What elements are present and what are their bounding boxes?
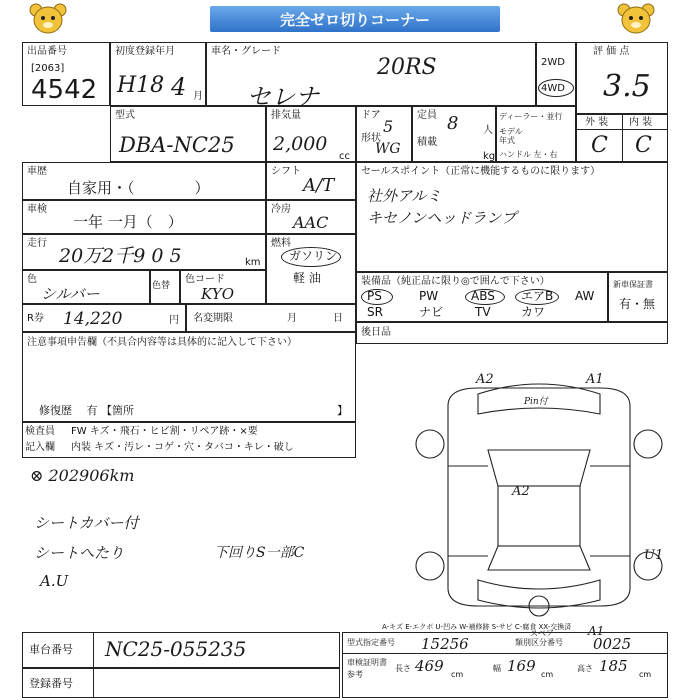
- fuel-label: 燃料: [271, 238, 291, 249]
- chassis-cell: [22, 632, 340, 668]
- sales-point-line1: 社外アルミ: [367, 187, 442, 205]
- equipment-airbag: エアB: [521, 289, 554, 303]
- registration-year: H18: [117, 73, 165, 98]
- displacement-label: 排気量: [271, 110, 301, 121]
- score-cell: [576, 42, 668, 114]
- mileage-label: 走行: [27, 238, 47, 249]
- capacity-unit: 人: [483, 125, 493, 136]
- mileage-unit: km: [245, 257, 261, 268]
- color-change-cell: [150, 270, 180, 304]
- fuel-gasoline-circle: [281, 247, 341, 267]
- capacity-cell: [412, 106, 496, 162]
- name-limit-cell: [186, 304, 356, 332]
- diagram-pan: Pin付: [524, 397, 548, 407]
- dealer-label: ディーラー・並行: [499, 112, 563, 121]
- lot-number-label: 出品番号: [27, 46, 67, 57]
- recycle-cell: [22, 304, 186, 332]
- model-year-label: モデル 年式: [499, 127, 523, 145]
- notes-cell: [22, 332, 356, 422]
- spec-type-no: 15256: [421, 635, 469, 653]
- equipment-sr: SR: [367, 305, 383, 319]
- aircon-value: AAC: [293, 213, 329, 232]
- diagram-a2-roof: A2: [512, 484, 530, 499]
- chassis-value: NC25-055235: [105, 637, 247, 661]
- doors-label: ドア: [361, 110, 381, 121]
- shift-cell: [266, 162, 356, 200]
- mileage-value: 20万2千9 0 5: [59, 245, 182, 267]
- chassis-label: 車台番号: [29, 643, 73, 656]
- name-limit-month: 月: [287, 313, 297, 324]
- diagram-spare: スペア: [530, 629, 554, 638]
- lot-number-cell: [22, 42, 110, 106]
- type-value: DBA-NC25: [119, 133, 235, 157]
- inspector-note1: ⊗ 202906km: [30, 466, 135, 485]
- equipment-navi: ナビ: [419, 305, 444, 319]
- inspector-note3: シートへたり: [34, 544, 125, 562]
- registration-month: 4: [171, 73, 187, 101]
- diagram-a2-top: A2: [476, 372, 494, 387]
- name-limit-day: 日: [333, 313, 343, 324]
- equipment-pw: PW: [419, 289, 439, 303]
- registration-cell: [110, 42, 206, 106]
- fuel-gasoline: ガソリン: [289, 249, 338, 263]
- diagram-u1: U1: [644, 548, 664, 563]
- inspector-row1: FW キズ・飛石・ヒビ割・リペア跡・×要: [71, 426, 258, 437]
- ext-int-cell: [576, 114, 668, 162]
- equipment-abs: ABS: [471, 289, 495, 303]
- equipment-ps: PS: [367, 289, 382, 303]
- registration-label: 初度登録年月: [115, 46, 175, 57]
- history-label: 車歴: [27, 166, 47, 177]
- spec-cat-label: 類別区分番号: [515, 638, 563, 647]
- dealer-cell: [496, 106, 576, 162]
- color-label: 色: [27, 274, 37, 285]
- inspector-note5: 下回りS一部C: [214, 545, 305, 561]
- handle-label: ハンドル 左・右: [499, 150, 558, 159]
- drive-4wd: 4WD: [541, 83, 565, 94]
- spec-height: 185: [599, 657, 628, 675]
- model-name: セレナ: [247, 83, 319, 111]
- name-limit-label: 名変期限: [193, 313, 233, 324]
- displacement-value: 2,000: [273, 133, 328, 155]
- mileage-cell: [22, 234, 266, 270]
- history-value: 自家用・（ ）: [67, 179, 210, 197]
- color-change-label: 色替: [152, 281, 171, 291]
- warranty-cell: [608, 272, 668, 322]
- history-cell: [22, 162, 266, 200]
- color-value: シルバー: [41, 285, 100, 303]
- inspector-label2: 記入欄: [25, 442, 55, 453]
- repair-close: 】: [337, 404, 348, 417]
- legend-text: A-キズ E-エクボ U-凹み W-補修跡 S-サビ C-腐食 XX-交換済: [382, 623, 572, 631]
- score-label: 評 価 点: [593, 46, 630, 57]
- spec-height-label: 高さ: [577, 664, 593, 673]
- diagram-a1-top: A1: [586, 372, 604, 387]
- spec-type-no-label: 型式指定番号: [347, 638, 395, 647]
- equipment-aw: AW: [575, 289, 595, 303]
- diagram-a1-bottom: A1: [588, 624, 605, 638]
- spec-width: 169: [507, 657, 536, 675]
- shape-value: WG: [375, 141, 401, 157]
- equipment-kawa: カワ: [521, 305, 546, 319]
- model-label: 車名・グレード: [211, 46, 281, 57]
- color-code-label: 色コード: [185, 274, 225, 285]
- spec-ref: 参考: [347, 670, 363, 679]
- spec-width-label: 幅: [493, 664, 501, 673]
- load-unit: kg: [483, 151, 496, 162]
- equipment-cell: [356, 272, 608, 322]
- type-cell: [110, 106, 266, 162]
- interior-label: 内 装: [629, 117, 653, 128]
- rear-seat-label: 後日品: [361, 327, 391, 338]
- inspection-value: 一年 一月（ ）: [73, 213, 183, 231]
- inspection-cell: [22, 200, 266, 234]
- color-code-cell: [180, 270, 266, 304]
- doors-cell: [356, 106, 412, 162]
- registration-month-unit: 月: [193, 91, 203, 102]
- plate-label: 登録番号: [29, 677, 73, 690]
- lot-number: 4542: [31, 75, 98, 105]
- spec-length: 469: [415, 657, 444, 675]
- drive-2wd: 2WD: [541, 57, 565, 68]
- model-cell: [206, 42, 536, 111]
- spec-cell: 型式指定番号 15256 類別区分番号 0025 車検証明書 参考 長さ 469 cm 幅 169 cm 高さ 185 cm: [342, 632, 668, 698]
- shift-label: シフト: [271, 166, 301, 177]
- shape-label: 形状: [361, 133, 381, 144]
- recycle-label: R券: [27, 313, 44, 324]
- notes-label: 注意事項申告欄（不具合内容等は具体的に記入して下さい）: [27, 337, 297, 348]
- doors-value: 5: [383, 117, 394, 136]
- fuel-cell: [266, 234, 356, 304]
- spec-cert-label: 車検証明書: [347, 658, 387, 667]
- equipment-label: 装備品（純正品に限り◎で囲んで下さい）: [361, 276, 550, 287]
- aircon-label: 冷房: [271, 204, 291, 215]
- capacity-label: 定員: [417, 110, 437, 121]
- aircon-cell: [266, 200, 356, 234]
- sales-point-cell: [356, 162, 668, 272]
- warranty-label: 新車保証書: [613, 280, 653, 289]
- page-title: 完全ゼロ切りコーナー: [210, 6, 500, 32]
- inspector-note4: A.U: [40, 572, 69, 590]
- lot-sub-code: [2063]: [31, 63, 65, 74]
- rear-seat-cell: [356, 322, 668, 344]
- repair-label: 修復歴 有 【箇所: [39, 404, 134, 417]
- inspection-label: 車検: [27, 204, 47, 215]
- recycle-value: 14,220: [63, 309, 123, 329]
- color-code: KYO: [201, 285, 235, 303]
- score-value: 3.5: [603, 69, 651, 104]
- plate-cell: [22, 668, 340, 698]
- spec-cat-no: 0025: [593, 635, 632, 653]
- displacement-cell: [266, 106, 356, 162]
- inspector-label: 検査員: [25, 426, 55, 437]
- shift-value: A/T: [303, 175, 335, 196]
- inspector-note2: シートカバー付: [34, 514, 139, 532]
- warranty-value: 有・無: [619, 297, 656, 311]
- exterior-score: C: [591, 133, 608, 158]
- inspector-row2: 内装 キズ・汚レ・コゲ・穴・タバコ・キレ・破し: [71, 442, 294, 453]
- exterior-label: 外 装: [585, 117, 609, 128]
- color-cell: [22, 270, 150, 304]
- model-grade: 20RS: [377, 55, 437, 80]
- type-label: 型式: [115, 110, 135, 121]
- load-label: 積載: [417, 137, 437, 148]
- drive-cell: [536, 42, 576, 106]
- displacement-unit: cc: [339, 151, 350, 162]
- capacity-value: 8: [447, 113, 459, 134]
- equipment-tv: TV: [475, 305, 491, 319]
- sales-point-label: セールスポイント（正常に機能するものに限ります）: [361, 166, 601, 177]
- interior-score: C: [635, 133, 652, 158]
- inspector-cell: [22, 422, 356, 458]
- spec-length-label: 長さ: [395, 664, 411, 673]
- fuel-diesel: 軽 油: [293, 271, 321, 285]
- recycle-unit: 円: [169, 315, 179, 326]
- drive-4wd-circle: [538, 79, 574, 97]
- sales-point-line2: キセノンヘッドランプ: [367, 209, 517, 227]
